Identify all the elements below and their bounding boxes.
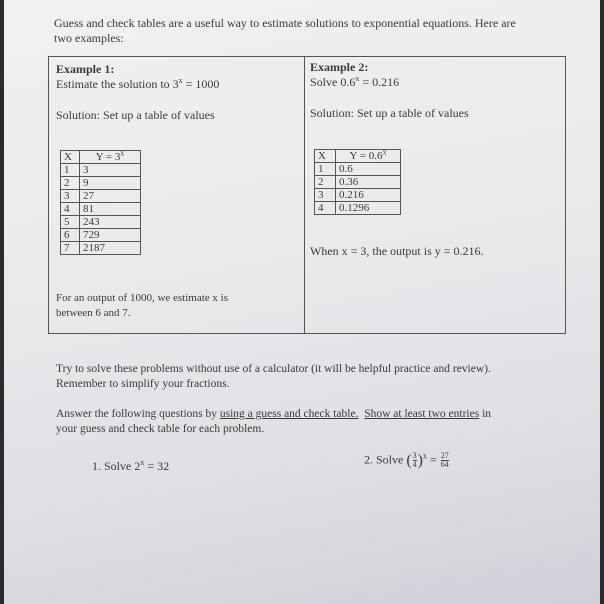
table-row: 5 243 <box>61 216 141 229</box>
example2-table <box>314 149 401 215</box>
example2-conclusion: When x = 3, the output is y = 0.216. <box>310 244 484 258</box>
table-row: 2 9 <box>61 177 141 190</box>
example1-solution: Solution: Set up a table of values <box>56 108 215 122</box>
problem-2-rhs-fraction: $\frac{27}{64}$ <box>440 451 449 469</box>
table-row: 2 0.36 <box>315 176 401 189</box>
table-row: 3 27 <box>61 190 141 203</box>
example1-prompt: Estimate the solution to $3^x = 1000$ <box>56 76 220 91</box>
instructions-line-2: Remember to simplify your fractions. <box>56 378 230 390</box>
table-row: 6 729 <box>61 229 141 242</box>
example2-solution: Solution: Set up a table of values <box>310 106 469 120</box>
intro-line-1: Guess and check tables are a useful way to estimate solutions to exponential equations. Here are <box>54 16 516 30</box>
problem-2-base-fraction: $\frac{3}{4}$ <box>412 451 417 469</box>
example1-conclusion-2: between 6 and 7. <box>56 307 131 319</box>
examples-divider <box>304 57 305 333</box>
table-row: 4 81 <box>61 203 141 216</box>
table-row: 1 0.6 <box>315 163 401 176</box>
instructions-line-4: your guess and check table for each problem. <box>56 423 265 435</box>
example1-conclusion-1: For an output of 1000, we estimate x is <box>56 292 229 304</box>
table-row: 4 0.1296 <box>315 202 401 215</box>
table-header-y: $Y = 0.6^x$ <box>336 150 401 163</box>
table-row: 1 3 <box>61 164 141 177</box>
table-header-x: X <box>61 151 80 164</box>
example1-heading: Example 1: <box>56 62 115 76</box>
table-row: 7 2187 <box>61 242 141 255</box>
table-header-y: $Y = 3^x$ <box>80 151 141 164</box>
example2-heading: Example 2: <box>310 60 369 74</box>
table-row: 3 0.216 <box>315 189 401 202</box>
worksheet-page <box>4 0 600 604</box>
example1-table <box>60 150 141 255</box>
instructions-line-1: Try to solve these problems without use of a calculator (it will be helpful practice and review). <box>56 363 491 375</box>
table-header-row <box>315 150 401 163</box>
problem-1: 1. Solve $2^x = 32$ <box>92 458 170 473</box>
instructions-line-3: Answer the following questions by using a guess and check table. Show at least two entries in <box>56 408 492 420</box>
example2-prompt: Solve $0.6^x = 0.216$ <box>310 74 400 89</box>
table-header-x: X <box>315 150 336 163</box>
problem-2: 2. Solve ( $\frac{3}{4}$ )$^x$ = $\frac{27}{64}$ <box>364 451 449 469</box>
intro-line-2: two examples: <box>54 31 124 45</box>
table-header-row <box>61 151 141 164</box>
